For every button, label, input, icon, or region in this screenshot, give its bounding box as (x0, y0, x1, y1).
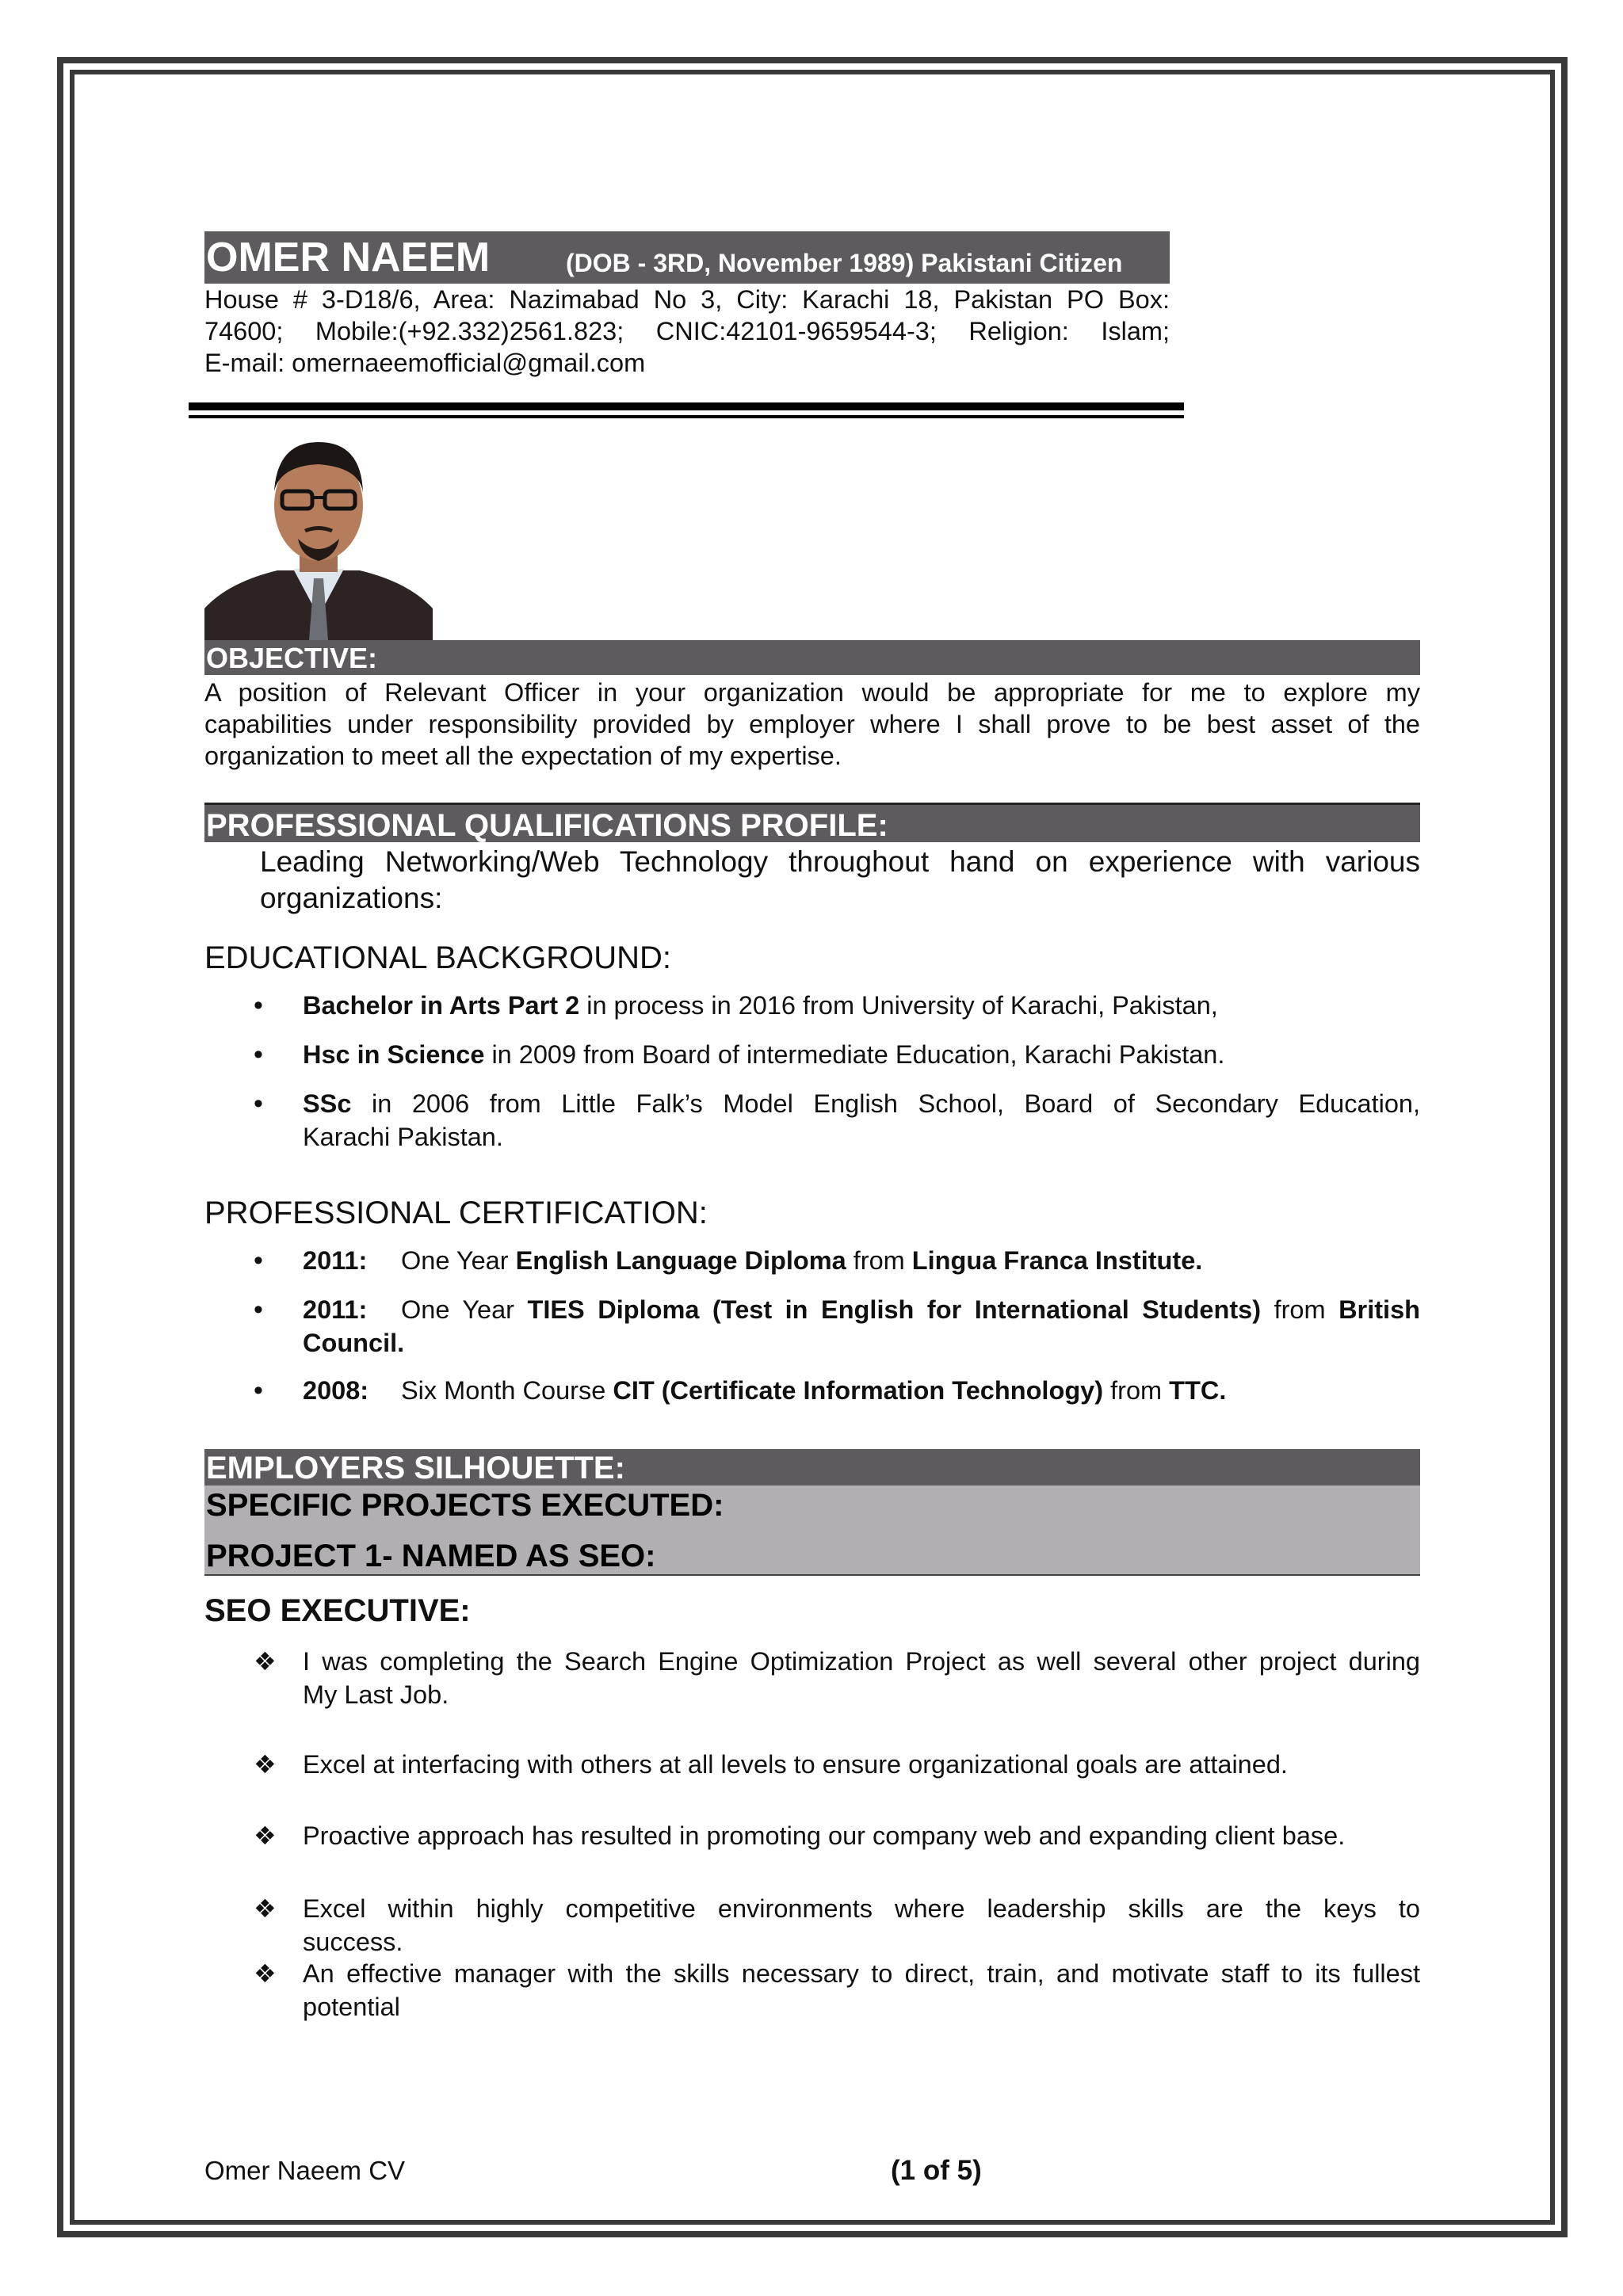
bullet-icon: • (254, 1089, 263, 1119)
name-header-bar (204, 231, 1170, 284)
education-heading: EDUCATIONAL BACKGROUND: (204, 940, 671, 975)
dob-citizenship: (DOB - 3RD, November 1989) Pakistani Citizen (566, 249, 1123, 277)
cert-institute: Council. (303, 1329, 405, 1357)
projects-heading-block (204, 1486, 1420, 1576)
degree-title: SSc (303, 1089, 352, 1118)
bullet-icon: • (254, 1375, 263, 1405)
cert-text: from (1261, 1295, 1339, 1324)
portrait-illustration (204, 420, 433, 640)
degree-detail: in process in 2016 from University of Karachi, Pakistan, (579, 991, 1218, 1020)
cert-text: from (1103, 1376, 1170, 1405)
certification-heading: PROFESSIONAL CERTIFICATION: (204, 1196, 708, 1230)
objective-heading-bar (204, 640, 1420, 675)
contact-address (204, 284, 1170, 379)
role-heading: SEO EXECUTIVE: (204, 1593, 471, 1628)
objective-text (204, 677, 1420, 772)
candidate-name: OMER NAEEM (206, 235, 491, 280)
cert-title: English Language Diploma (515, 1246, 846, 1275)
email-line: E-mail: omernaeemofficial@gmail.com (204, 349, 646, 377)
degree-detail: in 2009 from Board of intermediate Education, Karachi Pakistan. (484, 1040, 1225, 1069)
objective-line: capabilities under responsibility provided by employer where I shall prove to be best asset of the (204, 710, 1420, 738)
project-title: PROJECT 1- NAMED AS SEO: (206, 1539, 656, 1573)
cert-title: CIT (Certificate Information Technology) (613, 1376, 1104, 1405)
employers-heading-bar (204, 1449, 1420, 1486)
bullet-icon: • (254, 1245, 263, 1276)
cert-year: 2011: (303, 1295, 368, 1324)
cert-institute: Lingua Franca Institute. (911, 1246, 1203, 1275)
cert-text: Six Month Course (401, 1376, 613, 1405)
cert-year: 2011: (303, 1246, 368, 1275)
profile-line: Leading Networking/Web Technology throughout hand on experience with various (260, 845, 1420, 878)
header-divider-thick (189, 402, 1184, 410)
bullet-icon: • (254, 990, 263, 1020)
cert-title: TIES Diploma (Test in English for International Students) (527, 1295, 1262, 1324)
cert-institute: TTC. (1169, 1376, 1227, 1405)
degree-title: Bachelor in Arts Part 2 (303, 991, 580, 1020)
profile-photo (204, 420, 433, 640)
point-text: Proactive approach has resulted in promoting our company web and expanding client base. (303, 1821, 1346, 1850)
point-text: Excel within highly competitive environments where leadership skills are the keys to (303, 1894, 1420, 1923)
diamond-bullet-icon: ❖ (254, 1894, 277, 1923)
page-number: (1 of 5) (891, 2155, 982, 2186)
employers-heading: EMPLOYERS SILHOUETTE: (206, 1451, 625, 1486)
point-text: I was completing the Search Engine Optimization Project as well several other project during (303, 1647, 1420, 1676)
projects-heading: SPECIFIC PROJECTS EXECUTED: (206, 1488, 724, 1523)
objective-line: organization to meet all the expectation of my expertise. (204, 742, 842, 770)
cert-text: One Year (401, 1295, 528, 1324)
footer-document-name: Omer Naeem CV (204, 2156, 406, 2185)
profile-heading-bar (204, 803, 1420, 842)
bullet-icon: • (254, 1039, 263, 1070)
profile-heading: PROFESSIONAL QUALIFICATIONS PROFILE: (206, 808, 888, 843)
diamond-bullet-icon: ❖ (254, 1647, 277, 1676)
point-text: My Last Job. (303, 1680, 449, 1709)
point-text: An effective manager with the skills necessary to direct, train, and motivate staff to its fullest (303, 1959, 1420, 1988)
bullet-icon: • (254, 1295, 263, 1325)
degree-detail: in 2006 from Little Falk’s Model English School, Board of Secondary Education, (351, 1089, 1420, 1118)
degree-title: Hsc in Science (303, 1040, 485, 1069)
diamond-bullet-icon: ❖ (254, 1750, 277, 1779)
diamond-bullet-icon: ❖ (254, 1959, 277, 1988)
point-text: success. (303, 1928, 403, 1956)
cert-text: from (846, 1246, 912, 1275)
objective-line: A position of Relevant Officer in your organization would be appropriate for me to explore my (204, 678, 1420, 707)
degree-detail: Karachi Pakistan. (303, 1123, 503, 1151)
objective-heading: OBJECTIVE: (206, 642, 378, 674)
address-line: House # 3-D18/6, Area: Nazimabad No 3, City: Karachi 18, Pakistan PO Box: (204, 285, 1170, 314)
cert-year: 2008: (303, 1376, 369, 1405)
profile-text (260, 844, 1420, 917)
header-divider-thin (189, 415, 1184, 418)
point-text: potential (303, 1993, 400, 2021)
point-text: Excel at interfacing with others at all levels to ensure organizational goals are attained. (303, 1750, 1288, 1779)
cert-institute: British (1338, 1295, 1421, 1324)
profile-line: organizations: (260, 882, 443, 914)
cert-text: One Year (401, 1246, 516, 1275)
diamond-bullet-icon: ❖ (254, 1821, 277, 1850)
address-line: 74600; Mobile:(+92.332)2561.823; CNIC:42101-9659544-3; Religion: Islam; (204, 317, 1170, 345)
